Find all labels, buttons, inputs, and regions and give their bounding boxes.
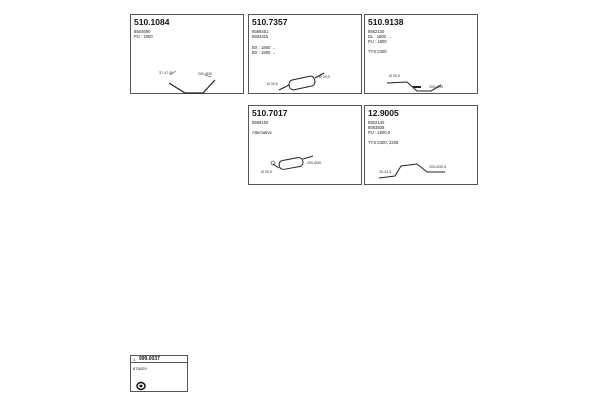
- part-card-510-7017[interactable]: [248, 105, 362, 185]
- part-code: 6598451: [252, 29, 269, 34]
- muffler-drawing: [249, 106, 363, 186]
- part-card-510-9138[interactable]: [364, 14, 478, 94]
- part-note: Alternative: [252, 130, 272, 135]
- exhaust-pipe-drawing: [131, 15, 245, 95]
- part-code: 8564690: [134, 29, 151, 34]
- part-code: 6598150: [252, 120, 269, 125]
- pipe-drawing: [365, 15, 479, 95]
- part-spec: BX : 1800 →: [252, 45, 276, 50]
- part-code: 6592315: [252, 34, 269, 39]
- part-code: 8593508: [368, 125, 385, 130]
- accessory-card[interactable]: [130, 355, 188, 392]
- part-code: 8562130: [368, 120, 385, 125]
- part-card-12-9005[interactable]: [364, 105, 478, 185]
- part-spec: PU : 1800: [134, 34, 153, 39]
- muffler-drawing: [249, 15, 363, 95]
- part-application: TYS 2300: [368, 49, 387, 54]
- pipe-label: Ø 39,5: [319, 75, 330, 79]
- clamp-icon: [131, 356, 189, 393]
- part-number: 510.7017: [252, 108, 288, 118]
- pipe-drawing: [365, 106, 479, 186]
- pipe-label: 200-Ø39,5: [429, 165, 446, 169]
- part-number: 510.1084: [134, 17, 170, 27]
- accessory-code: 8750Z9: [133, 366, 147, 371]
- part-spec: PU : 1800,0: [368, 130, 391, 135]
- part-number: 510.7357: [252, 17, 288, 27]
- part-number: 510.9138: [368, 17, 404, 27]
- part-card-510-1084[interactable]: [130, 14, 244, 94]
- pipe-label: Ø 39,5: [389, 74, 400, 78]
- part-application: TYS 2300, 2305: [368, 140, 399, 145]
- accessory-number: 999.0037: [139, 356, 160, 362]
- part-number: 12.9005: [368, 108, 399, 118]
- pipe-label: 200-Ø39: [198, 72, 212, 76]
- part-spec: DL : 1800 →: [368, 34, 392, 39]
- pipe-label: 200-Ø39: [307, 161, 321, 165]
- pipe-label: 200-Ø39: [429, 85, 443, 89]
- part-code: 8562130: [368, 29, 385, 34]
- part-spec: PU : 1800: [368, 39, 387, 44]
- pipe-label: Ø 39,5: [267, 82, 278, 86]
- pipe-label: 37-47,50: [159, 71, 174, 75]
- pipe-label: Ø 39,5: [261, 170, 272, 174]
- part-card-510-7357[interactable]: [248, 14, 362, 94]
- accessory-qty: 1: [133, 357, 136, 362]
- part-spec: BX : 1800 →: [252, 50, 276, 55]
- pipe-label: 30-43,5: [379, 170, 392, 174]
